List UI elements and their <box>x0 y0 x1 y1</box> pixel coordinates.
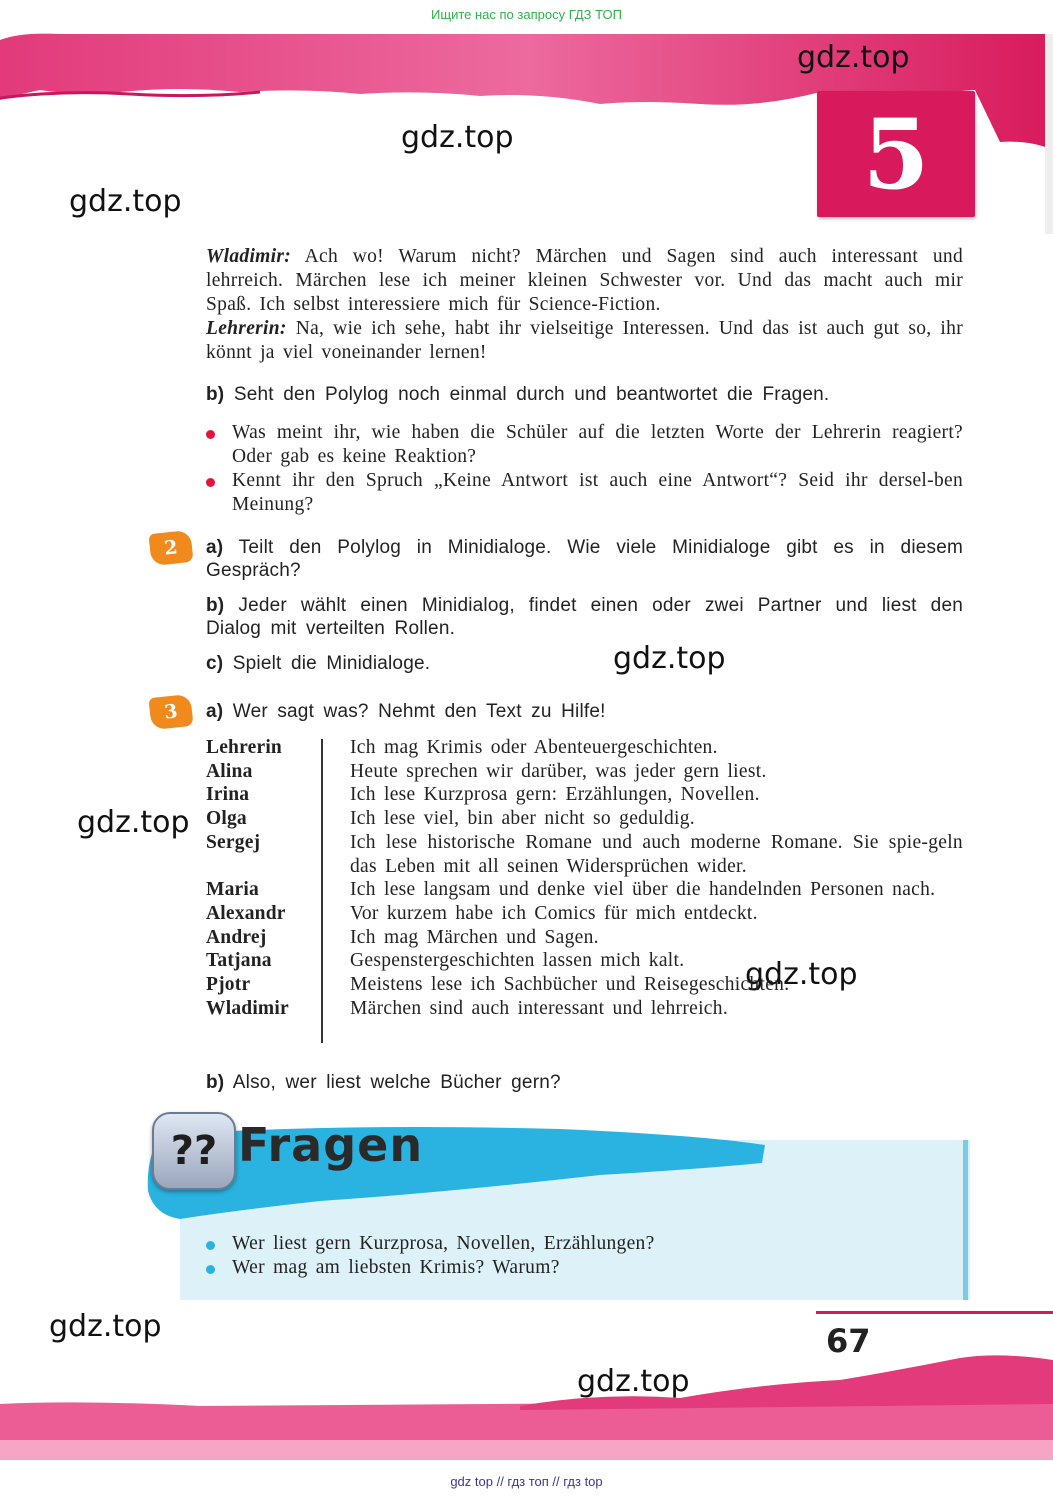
exercise-2b: b) Jeder wählt einen Minidialog, findet einen oder zwei Partner und liest den Dialog mit verteilten Rollen. <box>206 595 963 639</box>
list-item: Kennt ihr den Spruch „Keine Antwort ist auch eine Antwort“? Seid ihr dersel-ben Meinung? <box>206 469 963 517</box>
paragraph-lehrerin <box>206 317 963 365</box>
bullet-dot <box>206 430 215 439</box>
table-row: Pjotr Meistens lese ich Sachbücher und Reisegeschichten. <box>206 974 790 996</box>
header-note: Ищите нас по запросу ГДЗ ТОП <box>431 7 622 22</box>
bullet-dot <box>206 478 215 487</box>
list-item: Wer liest gern Kurzprosa, Novellen, Erzählungen? <box>206 1232 963 1256</box>
fragen-title: Fragen <box>238 1118 424 1172</box>
table-row: Olga Ich lese viel, bin aber nicht so geduldig. <box>206 808 695 830</box>
watermark-2: gdz.top <box>401 120 514 155</box>
speaker-lehrerin: Lehrerin: <box>206 318 287 339</box>
table-row: Lehrerin Ich mag Krimis oder Abenteuergeschichten. <box>206 737 718 758</box>
exercise-2c: c) Spielt die Minidialoge. <box>206 653 431 674</box>
bullet-dot <box>206 1265 215 1274</box>
exercise-2a: a) Teilt den Polylog in Minidialoge. Wie viele Minidialoge gibt es in diesem Gespräch? <box>206 537 963 581</box>
exercise-3a: a) Wer sagt was? Nehmt den Text zu Hilfe! <box>206 701 606 722</box>
intro-text <box>206 245 963 365</box>
table-row: Andrej Ich mag Märchen und Sagen. <box>206 926 599 948</box>
table-row: Tatjana Gespenstergeschichten lassen mich kalt. <box>206 950 685 972</box>
question-marks-icon: ?? <box>152 1112 236 1190</box>
table-row: Wladimir Märchen sind auch interessant und lehrreich. <box>206 997 728 1019</box>
exercise-2-badge: 2 <box>148 530 193 566</box>
fragen-list <box>206 1232 963 1280</box>
exercise-3b: b) Also, wer liest welche Bücher gern? <box>206 1072 561 1093</box>
lehrerin-text: Na, wie ich sehe, habt ihr vielseitige Interessen. Und das ist auch gut so, ihr könnt ja viel voneinander lernen! <box>206 318 963 363</box>
table-row: Irina Ich lese Kurzprosa gern: Erzählungen, Novellen. <box>206 784 760 806</box>
questions-1b-list <box>206 421 963 517</box>
table-row: Alina Heute sprechen wir darüber, was jeder gern liest. <box>206 760 767 782</box>
table-row: Sergej Ich lese historische Romane und auch moderne Romane. Sie spie-geln das Leben mit all seinen Widersprüchen wider. <box>206 831 963 877</box>
who-says-what-table <box>206 736 963 1020</box>
paragraph-wladimir <box>206 245 963 317</box>
table-row: Maria Ich lese langsam und denke viel über die handelnden Personen nach. <box>206 879 936 901</box>
task-1b-text: Seht den Polylog noch einmal durch und beantwortet die Fragen. <box>233 384 830 405</box>
exercise-3-badge: 3 <box>148 694 193 730</box>
watermark-5: gdz.top <box>77 805 190 840</box>
chapter-number-box <box>817 91 975 217</box>
watermark-8: gdz.top <box>49 1309 162 1344</box>
list-item: Was meint ihr, wie haben die Schüler auf die letzten Worte der Lehrerin reagiert? Oder gab es keine Reaktion? <box>206 421 963 469</box>
chapter-number: 5 <box>862 97 930 211</box>
watermark-4: gdz.top <box>613 641 726 676</box>
watermark-1: gdz.top <box>797 40 910 75</box>
watermark-3: gdz.top <box>69 184 182 219</box>
watermark-9: gdz.top <box>577 1364 690 1399</box>
list-item: Wer mag am liebsten Krimis? Warum? <box>206 1256 963 1280</box>
footer-note: gdz top // гдз топ // гдз top <box>450 1474 603 1489</box>
watermark-6: gdz.top <box>745 957 858 992</box>
task-1b-label: b) <box>206 384 225 405</box>
speaker-wladimir: Wladimir: <box>206 246 292 267</box>
task-1b <box>206 383 963 406</box>
page-number: 67 <box>826 1322 871 1360</box>
table-row: Alexandr Vor kurzem habe ich Comics für mich entdeckt. <box>206 902 758 924</box>
wladimir-text: Ach wo! Warum nicht? Märchen und Sagen sind auch interessant und lehrreich. Märchen lese ich meiner kleinen Schwester vor. Und das macht auch mir Spaß. Ich selbst interessiere mich für Science-Fiction. <box>206 246 963 315</box>
bullet-dot <box>206 1241 215 1250</box>
